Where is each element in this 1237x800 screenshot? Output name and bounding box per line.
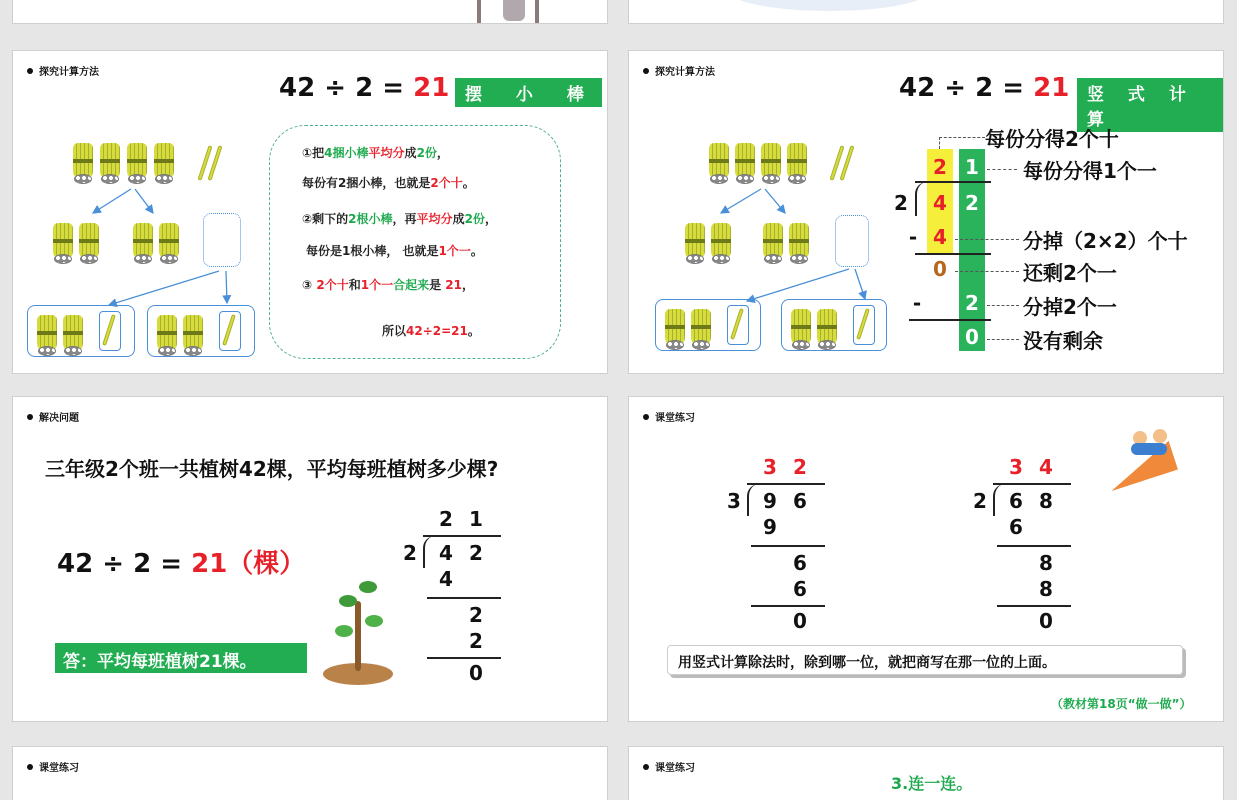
stick-bundle-icon: [665, 309, 685, 347]
dividend-digit: 4: [439, 541, 453, 565]
bullet-icon: [643, 764, 649, 770]
quotient-digit: 3: [1009, 455, 1023, 479]
annotation-label: 分掉2个一: [1023, 295, 1117, 319]
quotient-tens: 2: [933, 155, 947, 179]
final-remainder: 0: [469, 661, 483, 685]
stick-bundle-icon: [63, 315, 83, 353]
decorative-blob-icon: [729, 0, 929, 11]
minus-sign: -: [908, 225, 918, 249]
division-bracket: [747, 484, 759, 516]
explanation-line: [382, 322, 480, 339]
final-remainder: 0: [965, 325, 979, 349]
subtract-line: [909, 319, 991, 321]
subtract-line: [997, 605, 1071, 607]
explanation-segment: 1个一: [360, 278, 394, 292]
section-label: 课堂练习: [27, 759, 79, 774]
dividend-ones: 2: [965, 191, 979, 215]
dividend-tens: 4: [933, 191, 947, 215]
section-label: 探究计算方法: [643, 63, 715, 78]
slide-solve-problem: [12, 396, 608, 722]
section-label: 解决问题: [27, 409, 79, 424]
explanation-line: [302, 144, 449, 161]
equation: 42 ÷ 2 = 21: [899, 73, 1070, 103]
explanation-line: [302, 210, 497, 227]
stick-bundle-icon: [183, 315, 203, 353]
section-label: 课堂练习: [643, 759, 695, 774]
vertical-division: [965, 455, 1075, 633]
divisor: 2: [973, 489, 987, 513]
ones-column-highlight: [959, 149, 985, 351]
remainder-digit: 8: [1039, 551, 1053, 575]
explanation-line: [306, 242, 483, 259]
stick-bundle-icon: [159, 223, 179, 261]
answer-banner: 答：平均每班植树21棵。: [55, 643, 307, 673]
explanation-segment: 21: [445, 278, 462, 292]
division-bracket: [915, 182, 927, 216]
section-label: 探究计算方法: [27, 63, 99, 78]
division-bracket: [423, 536, 435, 568]
label-connector: [939, 137, 985, 149]
remainder-box: [203, 213, 241, 267]
stick-bundle-icon: [789, 223, 809, 261]
subtract-ones: 2: [965, 291, 979, 315]
explanation-segment: 每份是1根小棒， 也就是: [306, 244, 439, 258]
explanation-segment: 2个十: [430, 176, 463, 190]
divisor: 2: [403, 541, 417, 565]
method-tag: 摆 小 棒: [455, 78, 602, 107]
divisor: 2: [894, 191, 908, 215]
explanation-line: [302, 174, 475, 191]
label-connector: [987, 305, 1019, 306]
rule-banner: 用竖式计算除法时，除到哪一位，就把商写在那一位的上面。: [667, 645, 1183, 675]
label-connector: [987, 339, 1019, 340]
vertical-division: [719, 455, 829, 633]
section-label: 课堂练习: [643, 409, 695, 424]
explanation-segment: ③: [302, 278, 317, 292]
slide-explore-sticks: [12, 50, 608, 374]
vertical-division: [395, 507, 505, 687]
stick-bundle-icon: [37, 315, 57, 353]
quotient-digit: 1: [469, 507, 483, 531]
explanation-segment: 2份: [416, 146, 437, 160]
label-connector: [955, 239, 1019, 240]
tree-sapling-icon: [319, 581, 399, 691]
explanation-segment: ，: [461, 278, 474, 292]
slide-partial-top-left: [12, 0, 608, 24]
division-bracket: [993, 484, 1005, 516]
subtract-line: [751, 605, 825, 607]
divisor: 3: [727, 489, 741, 513]
explanation-segment: 2根小棒: [348, 212, 393, 226]
dividend-digit: 8: [1039, 489, 1053, 513]
method-tag: 竖 式 计 算: [1077, 78, 1223, 132]
explanation-segment: 2个十: [316, 278, 349, 292]
explanation-segment: 4捆小棒: [324, 146, 369, 160]
explanation-segment: ，再: [392, 212, 417, 226]
explanation-segment: ，: [436, 146, 449, 160]
explanation-segment: ②剩下的: [302, 212, 349, 226]
explanation-segment: 和: [348, 278, 361, 292]
subtract-line: [427, 597, 501, 599]
stick-bundle-icon: [157, 315, 177, 353]
explanation-segment: 。: [462, 176, 475, 190]
dividend-digit: 2: [469, 541, 483, 565]
equation: 42 ÷ 2 = 21: [279, 73, 450, 103]
remainder-digit: 6: [793, 551, 807, 575]
stick-bundle-icon: [133, 223, 153, 261]
annotation-label: 分掉（2×2）个十: [1023, 229, 1188, 253]
explanation-segment: 平均分: [416, 212, 453, 226]
slide-practice-match: [628, 746, 1224, 800]
quotient-ones: 1: [965, 155, 979, 179]
dividend-digit: 9: [763, 489, 777, 513]
subtract-line: [997, 545, 1071, 547]
subtract-line: [427, 657, 501, 659]
explanation-segment: 。: [470, 244, 483, 258]
quotient-digit: 2: [793, 455, 807, 479]
exercise-title: 3.连一连。: [891, 774, 973, 793]
explanation-segment: 合起来: [393, 278, 430, 292]
product-digit: 4: [439, 567, 453, 591]
remainder-digit: 2: [469, 603, 483, 627]
dividend-digit: 6: [1009, 489, 1023, 513]
explanation-segment: 1个一: [438, 244, 471, 258]
dividend-digit: 6: [793, 489, 807, 513]
explanation-segment: 。: [467, 324, 480, 338]
product-digit: 6: [793, 577, 807, 601]
quotient-digit: 4: [1039, 455, 1053, 479]
stick-bundle-icon: [79, 223, 99, 261]
stick-bundle-icon: [53, 223, 73, 261]
explanation-segment: 42÷2=21: [406, 324, 468, 338]
product-digit: 6: [1009, 515, 1023, 539]
subtract-line: [915, 253, 991, 255]
textbook-reference: （教材第18页“做一做”）: [1051, 697, 1192, 711]
product-digit: 8: [1039, 577, 1053, 601]
label-connector: [987, 169, 1017, 170]
bullet-icon: [643, 414, 649, 420]
explanation-line: [302, 276, 474, 293]
stick-bundle-icon: [711, 223, 731, 261]
slide-partial-top-right: [628, 0, 1224, 24]
explanation-segment: 成: [404, 146, 417, 160]
stick-bundle-icon: [817, 309, 837, 347]
explanation-segment: 是: [429, 278, 446, 292]
bullet-icon: [27, 764, 33, 770]
explanation-segment: ，: [484, 212, 497, 226]
final-remainder: 0: [1039, 609, 1053, 633]
minus-sign: -: [912, 291, 922, 315]
slide-explore-vertical: [628, 50, 1224, 374]
quotient-digit: 3: [763, 455, 777, 479]
stick-bundle-icon: [763, 223, 783, 261]
remainder-tens: 0: [933, 257, 947, 281]
annotation-label: 每份分得1个一: [1023, 159, 1157, 183]
explanation-segment: 2份: [464, 212, 485, 226]
annotation-label: 没有剩余: [1023, 329, 1103, 353]
explanation-segment: 平均分: [368, 146, 405, 160]
explanation-segment: 所以: [382, 324, 407, 338]
product-digit: 9: [763, 515, 777, 539]
slide-practice-partial: [12, 746, 608, 800]
stick-bundle-icon: [685, 223, 705, 261]
equation: 42 ÷ 2 = 21（棵）: [57, 549, 306, 579]
stick-bundle-icon: [791, 309, 811, 347]
quotient-digit: 2: [439, 507, 453, 531]
explanation-segment: 成: [452, 212, 465, 226]
subtract-tens: 4: [933, 225, 947, 249]
teacher-figure-icon: [473, 0, 543, 21]
stick-bundle-icon: [691, 309, 711, 347]
bullet-icon: [27, 414, 33, 420]
paper-plane-kids-icon: [1105, 427, 1185, 487]
subtract-line: [751, 545, 825, 547]
product-digit: 2: [469, 629, 483, 653]
remainder-box: [835, 215, 869, 267]
final-remainder: 0: [793, 609, 807, 633]
label-connector: [955, 271, 1019, 272]
explanation-segment: ①把: [302, 146, 325, 160]
slide-practice-vertical: [628, 396, 1224, 722]
annotation-label: 每份分得2个十: [985, 127, 1119, 151]
explanation-panel: [269, 125, 561, 359]
explanation-segment: 每份有2捆小棒，也就是: [302, 176, 431, 190]
question-text: 三年级2个班一共植树42棵，平均每班植树多少棵?: [45, 457, 499, 481]
annotation-label: 还剩2个一: [1023, 261, 1117, 285]
